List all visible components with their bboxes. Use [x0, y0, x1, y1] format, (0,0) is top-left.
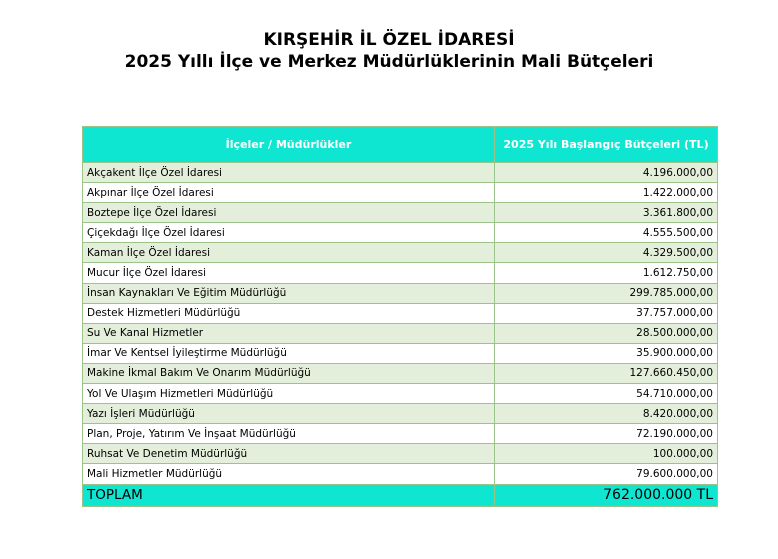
table-row — [83, 283, 718, 303]
table-row — [83, 163, 718, 183]
page-subtitle: 2025 Yıllı İlçe ve Merkez Müdürlüklerinin Mali Bütçeleri — [124, 52, 654, 72]
table-row — [83, 384, 718, 404]
row-amount: 1.612.750,00 — [495, 263, 718, 283]
table-body — [83, 163, 718, 507]
row-amount: 8.420.000,00 — [495, 404, 718, 424]
row-name: Mali Hizmetler Müdürlüğü — [83, 464, 495, 484]
total-amount: 762.000.000 TL — [495, 484, 718, 506]
table-row — [83, 343, 718, 363]
row-amount: 1.422.000,00 — [495, 183, 718, 203]
budget-table — [82, 126, 718, 507]
row-amount: 4.196.000,00 — [495, 163, 718, 183]
row-name: Akçakent İlçe Özel İdaresi — [83, 163, 495, 183]
row-amount: 72.190.000,00 — [495, 424, 718, 444]
column-header-budget: 2025 Yılı Başlangıç Bütçeleri (TL) — [495, 127, 718, 163]
row-name: İmar Ve Kentsel İyileştirme Müdürlüğü — [83, 343, 495, 363]
row-amount: 4.555.500,00 — [495, 223, 718, 243]
row-name: Yazı İşleri Müdürlüğü — [83, 404, 495, 424]
table-row — [83, 223, 718, 243]
row-name: Akpınar İlçe Özel İdaresi — [83, 183, 495, 203]
row-name: Boztepe İlçe Özel İdaresi — [83, 203, 495, 223]
row-name: Çiçekdağı İlçe Özel İdaresi — [83, 223, 495, 243]
row-name: İnsan Kaynakları Ve Eğitim Müdürlüğü — [83, 283, 495, 303]
row-name: Ruhsat Ve Denetim Müdürlüğü — [83, 444, 495, 464]
row-name: Yol Ve Ulaşım Hizmetleri Müdürlüğü — [83, 384, 495, 404]
row-amount: 79.600.000,00 — [495, 464, 718, 484]
table-row — [83, 363, 718, 383]
row-amount: 127.660.450,00 — [495, 363, 718, 383]
table-row — [83, 424, 718, 444]
row-amount: 3.361.800,00 — [495, 203, 718, 223]
total-row — [83, 484, 718, 506]
row-name: Su Ve Kanal Hizmetler — [83, 323, 495, 343]
table-row — [83, 183, 718, 203]
row-amount: 299.785.000,00 — [495, 283, 718, 303]
row-amount: 35.900.000,00 — [495, 343, 718, 363]
row-amount: 4.329.500,00 — [495, 243, 718, 263]
row-amount: 37.757.000,00 — [495, 303, 718, 323]
table-row — [83, 404, 718, 424]
table-row — [83, 263, 718, 283]
row-name: Makine İkmal Bakım Ve Onarım Müdürlüğü — [83, 363, 495, 383]
table-header-row — [83, 127, 718, 163]
table-row — [83, 243, 718, 263]
table-row — [83, 303, 718, 323]
row-name: Kaman İlçe Özel İdaresi — [83, 243, 495, 263]
row-name: Mucur İlçe Özel İdaresi — [83, 263, 495, 283]
row-amount: 100.000,00 — [495, 444, 718, 464]
table-row — [83, 323, 718, 343]
table-row — [83, 464, 718, 484]
total-label: TOPLAM — [83, 484, 495, 506]
row-amount: 54.710.000,00 — [495, 384, 718, 404]
row-amount: 28.500.000,00 — [495, 323, 718, 343]
table-row — [83, 203, 718, 223]
page-title: KIRŞEHİR İL ÖZEL İDARESİ — [263, 30, 515, 50]
row-name: Destek Hizmetleri Müdürlüğü — [83, 303, 495, 323]
column-header-unit: İlçeler / Müdürlükler — [83, 127, 495, 163]
row-name: Plan, Proje, Yatırım Ve İnşaat Müdürlüğü — [83, 424, 495, 444]
table-row — [83, 444, 718, 464]
